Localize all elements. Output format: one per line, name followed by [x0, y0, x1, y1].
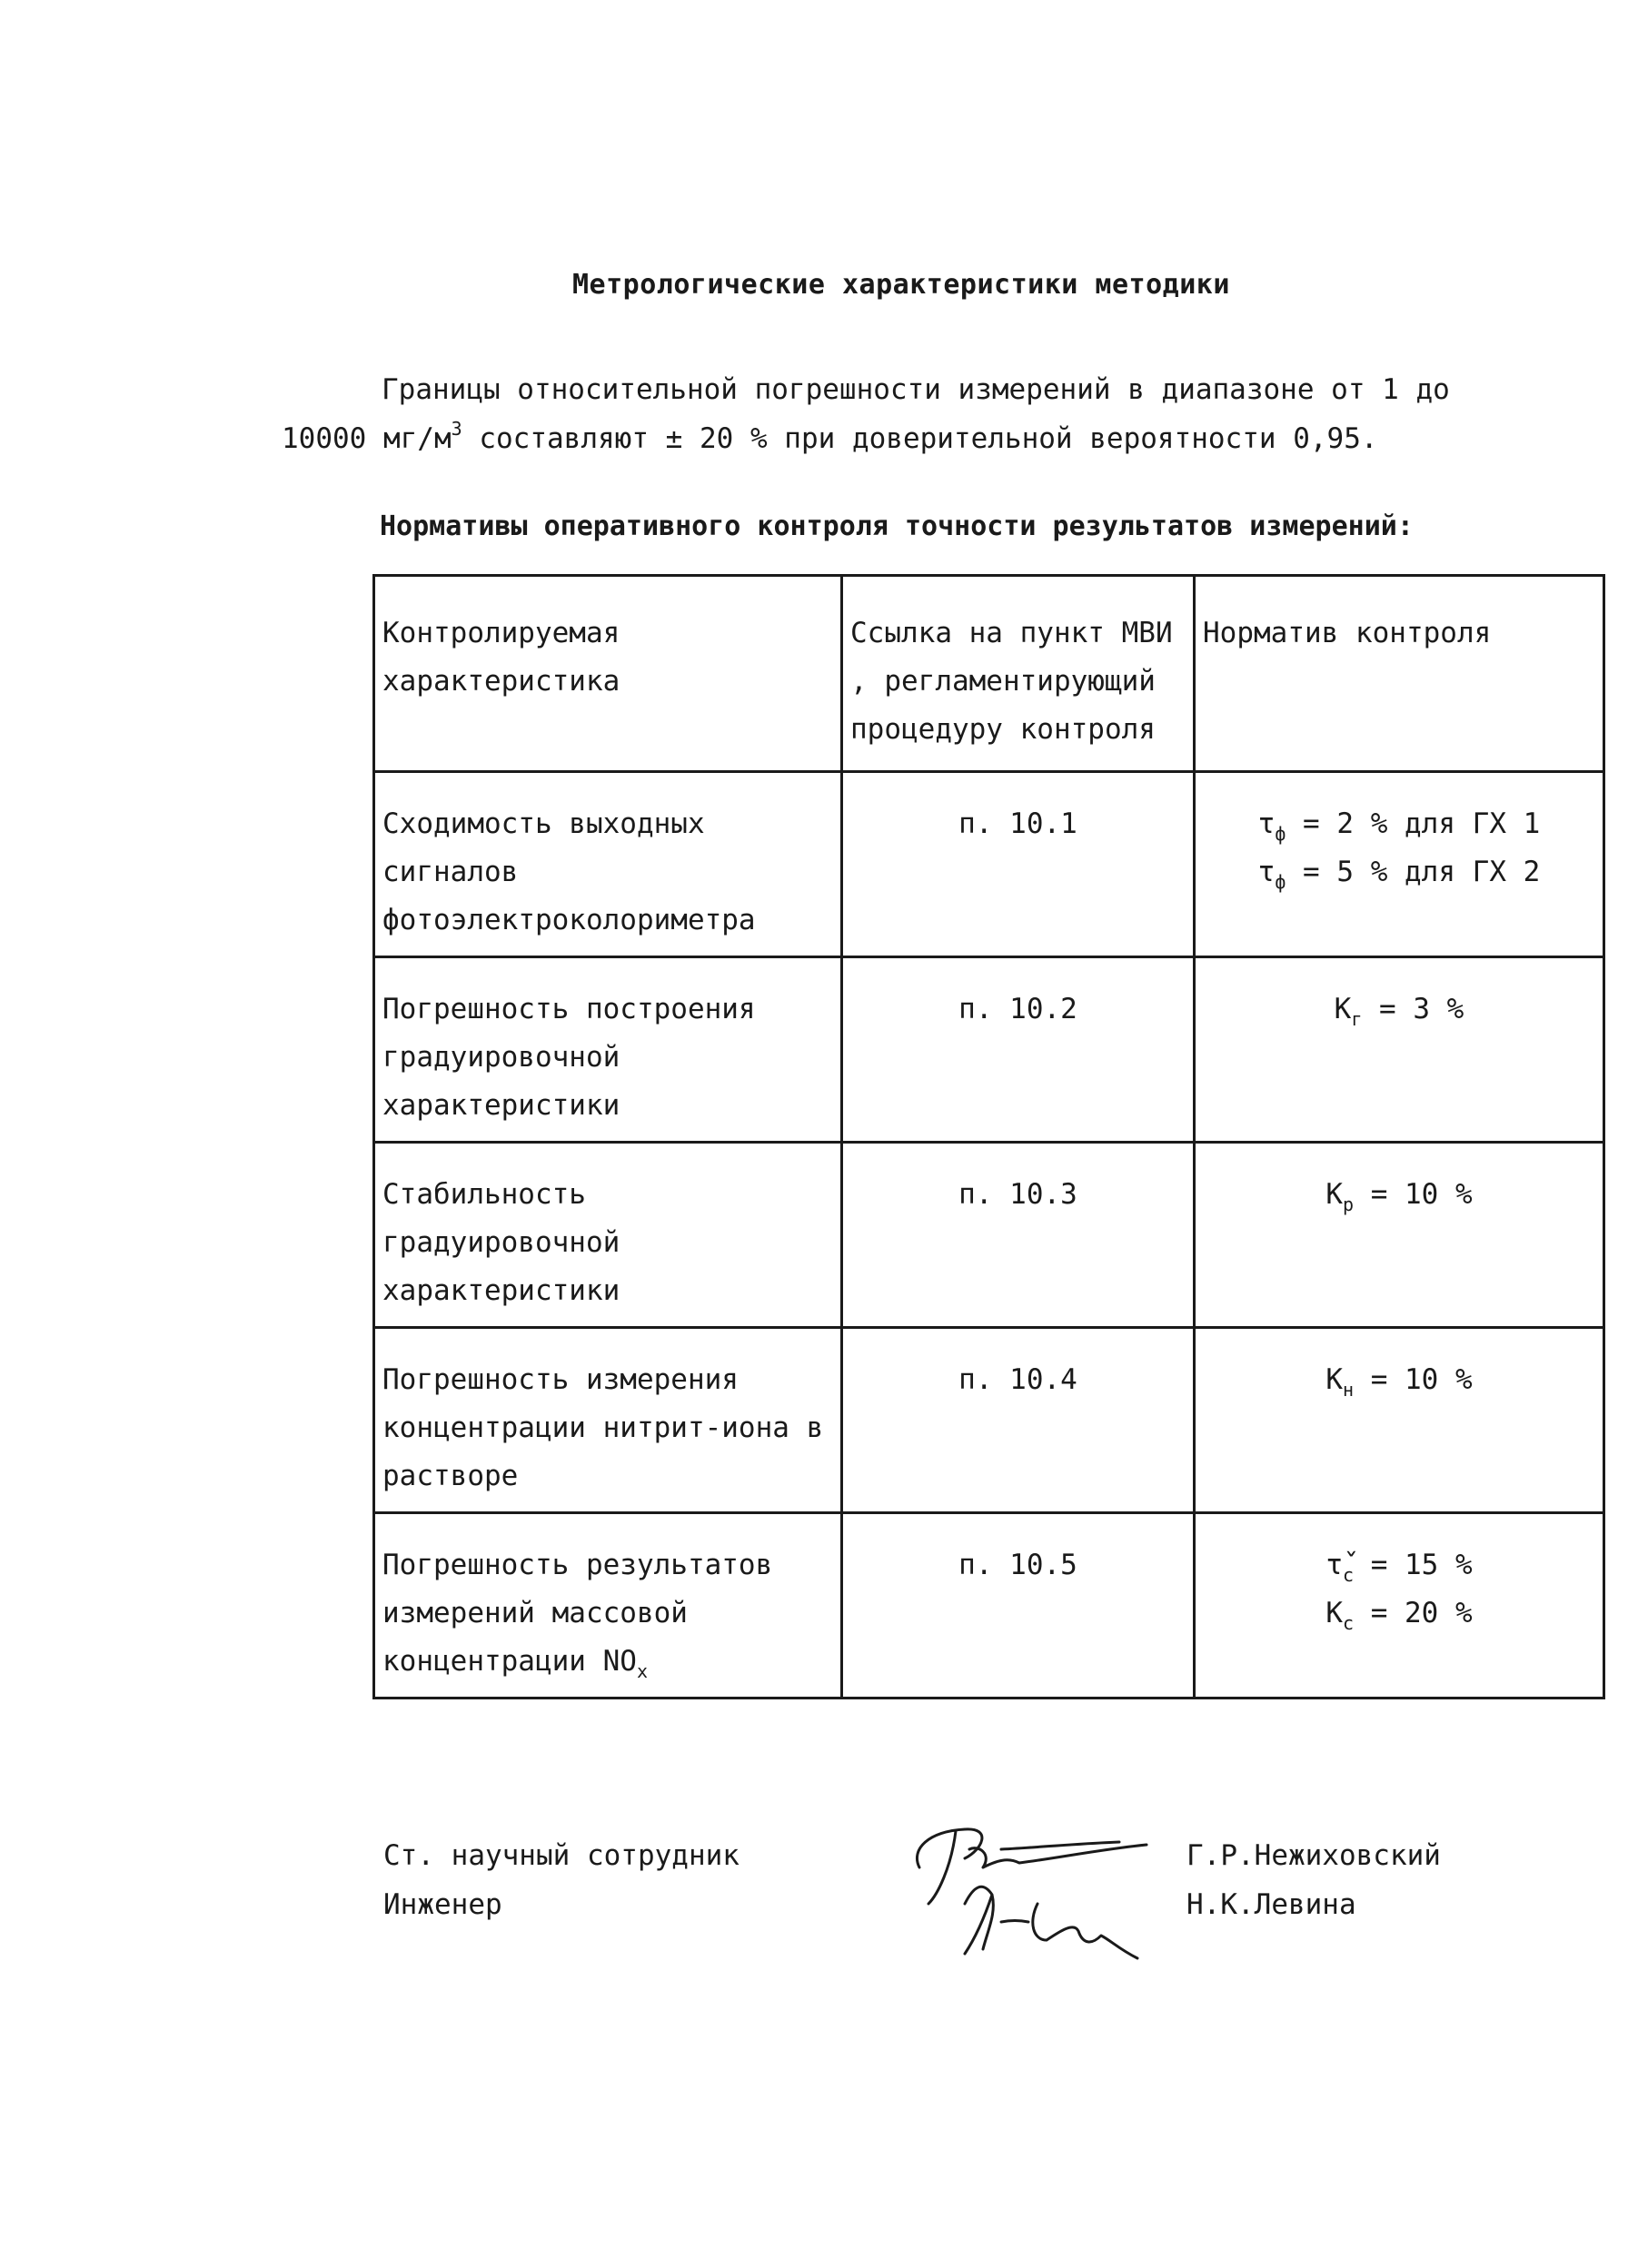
intro-range: 10000 мг/м [282, 422, 452, 455]
row-reference: п. 10.1 [842, 772, 1195, 957]
norm-subscript: р [1342, 1193, 1355, 1215]
norm-symbol: τ [1257, 807, 1276, 840]
norm-subscript: н [1342, 1379, 1355, 1401]
row-reference: п. 10.4 [842, 1328, 1195, 1513]
norm-value: = 10 % [1354, 1178, 1473, 1211]
role-engineer: Инженер [383, 1888, 502, 1921]
norm-line [1203, 1541, 1595, 1590]
header-characteristic: Контролируемая характеристика [374, 576, 842, 772]
intro-line-2 [282, 414, 1617, 463]
norm-subscript: г [1351, 1008, 1363, 1030]
norms-table [372, 574, 1605, 1699]
name-nezhikhovsky: Г.Р.Нежиховский [1186, 1839, 1441, 1872]
row-norm [1195, 1328, 1604, 1513]
header-norm: Норматив контроля [1195, 576, 1604, 772]
norm-value: = 10 % [1354, 1363, 1473, 1396]
intro-paragraph [282, 365, 1617, 463]
signature-names [1186, 1831, 1441, 1929]
row-norm [1195, 957, 1604, 1143]
row-characteristic [374, 1513, 842, 1699]
table-row [374, 957, 1604, 1143]
norm-value: = 20 % [1354, 1597, 1473, 1629]
row-characteristic-subscript: х [636, 1660, 649, 1682]
row-characteristic: Сходимость выходных сигналов фотоэлектроколориметра [374, 772, 842, 957]
norm-line [1203, 985, 1595, 1034]
table-row [374, 1513, 1604, 1699]
row-characteristic: Погрешность построения градуировочной характеристики [374, 957, 842, 1143]
intro-accuracy: составляют ± 20 % при доверительной вероятности 0,95. [462, 422, 1378, 455]
table-row [374, 1328, 1604, 1513]
norm-subscript: ф [1275, 823, 1286, 845]
norm-value: = 5 % для ГХ 2 [1286, 856, 1541, 888]
norm-line [1203, 1356, 1595, 1404]
norm-symbol: τ̌ [1325, 1549, 1343, 1581]
handwritten-signatures [892, 1795, 1192, 1976]
row-reference: п. 10.5 [842, 1513, 1195, 1699]
norm-symbol: К [1325, 1363, 1343, 1396]
norm-subscript: с [1342, 1564, 1355, 1586]
norm-line [1203, 800, 1595, 848]
norm-value: = 3 % [1362, 993, 1464, 1025]
name-levina: Н.К.Левина [1186, 1888, 1356, 1921]
norm-symbol: К [1325, 1597, 1343, 1629]
table-header-row [374, 576, 1604, 772]
norm-line [1203, 1590, 1595, 1638]
row-reference: п. 10.2 [842, 957, 1195, 1143]
row-norm [1195, 772, 1604, 957]
page-title: Метрологические характеристики методики [572, 269, 1230, 301]
norm-symbol: К [1325, 1178, 1343, 1211]
norm-value: = 15 % [1354, 1549, 1473, 1581]
intro-line-1: Границы относительной погрешности измерений в диапазоне от 1 до [382, 373, 1450, 406]
header-reference: Ссылка на пункт МВИ , регламентирующий процедуру контроля [842, 576, 1195, 772]
intro-unit-exponent: 3 [451, 418, 462, 440]
row-characteristic-text: Погрешность результатов измерений массовой концентрации NO [382, 1549, 773, 1678]
norm-value: = 2 % для ГХ 1 [1286, 807, 1541, 840]
row-norm [1195, 1143, 1604, 1328]
norm-symbol: τ [1257, 856, 1276, 888]
signature-roles [383, 1831, 740, 1929]
norm-subscript: с [1342, 1612, 1355, 1634]
row-characteristic: Стабильность градуировочной характеристики [374, 1143, 842, 1328]
norm-line [1203, 1171, 1595, 1219]
norm-symbol: К [1334, 993, 1352, 1025]
norm-line [1203, 848, 1595, 896]
row-norm [1195, 1513, 1604, 1699]
table-row [374, 772, 1604, 957]
table-row [374, 1143, 1604, 1328]
row-reference: п. 10.3 [842, 1143, 1195, 1328]
norm-subscript: ф [1275, 871, 1286, 893]
norms-table-wrapper [372, 574, 1603, 1699]
row-characteristic: Погрешность измерения концентрации нитрит-иона в растворе [374, 1328, 842, 1513]
role-senior-researcher: Ст. научный сотрудник [383, 1839, 740, 1872]
section-title: Нормативы оперативного контроля точности результатов измерений: [380, 510, 1414, 542]
